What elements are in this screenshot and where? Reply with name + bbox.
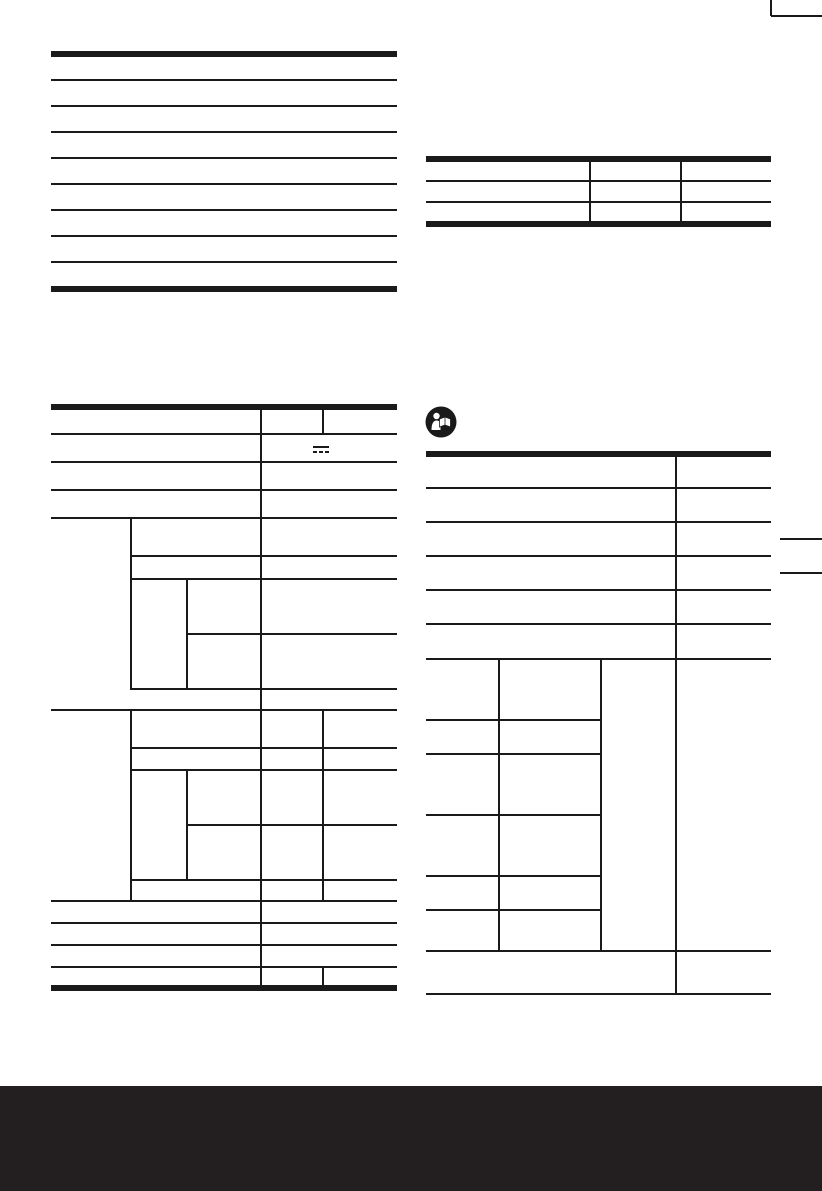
table-row-divider (130, 555, 397, 557)
table-row-divider (426, 658, 771, 660)
table-column-divider (260, 410, 262, 985)
side-tab-mark (780, 538, 822, 540)
table-row-divider (426, 909, 600, 911)
table-row-divider (186, 633, 397, 635)
table-row-divider (426, 950, 771, 952)
table-row-divider (130, 747, 397, 749)
corner-crop-mark-horizontal (771, 15, 822, 17)
table-row-divider (51, 922, 397, 924)
table-row-divider (426, 753, 600, 755)
table-row-divider (130, 879, 397, 881)
table-bottom-rule (426, 221, 771, 227)
table-column-divider (130, 517, 132, 689)
table-row-divider (51, 517, 397, 519)
table-row-divider (130, 769, 397, 771)
footer-band (0, 1086, 822, 1191)
side-tab-mark (780, 572, 822, 574)
table-row-divider (51, 966, 397, 968)
table-row-divider (51, 183, 397, 185)
table-column-divider (589, 162, 591, 221)
table-bottom-rule (426, 993, 771, 995)
table-row-divider (51, 131, 397, 133)
table-row-divider (51, 79, 397, 81)
table-row-divider (426, 875, 600, 877)
table-row-divider (426, 487, 771, 489)
table-column-divider (675, 457, 677, 994)
table-top-rule (51, 51, 397, 57)
table-row-divider (51, 433, 397, 435)
table-row-divider (186, 824, 397, 826)
table-column-divider (130, 709, 132, 900)
table-row-divider (426, 589, 771, 591)
table-row-divider (426, 814, 600, 816)
table-row-divider (426, 623, 771, 625)
table-top-rule (51, 404, 397, 410)
table-bottom-rule (51, 286, 397, 292)
table-row-divider (51, 157, 397, 159)
table-row-divider (426, 201, 771, 203)
read-manual-icon (425, 406, 457, 438)
table-row-divider (426, 521, 771, 523)
table-column-divider (498, 658, 500, 950)
table-top-rule (426, 451, 771, 457)
table-row-divider (51, 489, 397, 491)
corner-crop-mark (770, 0, 772, 16)
table-row-divider (426, 180, 771, 182)
table-column-divider (186, 578, 188, 688)
table-row-divider (51, 261, 397, 263)
table-row-divider (426, 555, 771, 557)
direct-current-symbol-icon (313, 446, 329, 453)
table-row-divider (130, 578, 397, 580)
table-row-divider (51, 105, 397, 107)
table-row-divider (51, 709, 397, 711)
table-row-divider (130, 688, 397, 690)
table-column-divider (322, 966, 324, 985)
table-row-divider (426, 719, 600, 721)
table-row-divider (51, 461, 397, 463)
table-top-rule (426, 156, 771, 162)
table-column-divider (322, 410, 324, 433)
table-bottom-rule (51, 985, 397, 991)
table-column-divider (186, 769, 188, 879)
table-row-divider (51, 900, 397, 902)
table-column-divider (600, 658, 602, 950)
table-row-divider (51, 944, 397, 946)
table-row-divider (51, 209, 397, 211)
table-column-divider (680, 162, 682, 221)
table-column-divider (322, 709, 324, 900)
table-row-divider (51, 235, 397, 237)
